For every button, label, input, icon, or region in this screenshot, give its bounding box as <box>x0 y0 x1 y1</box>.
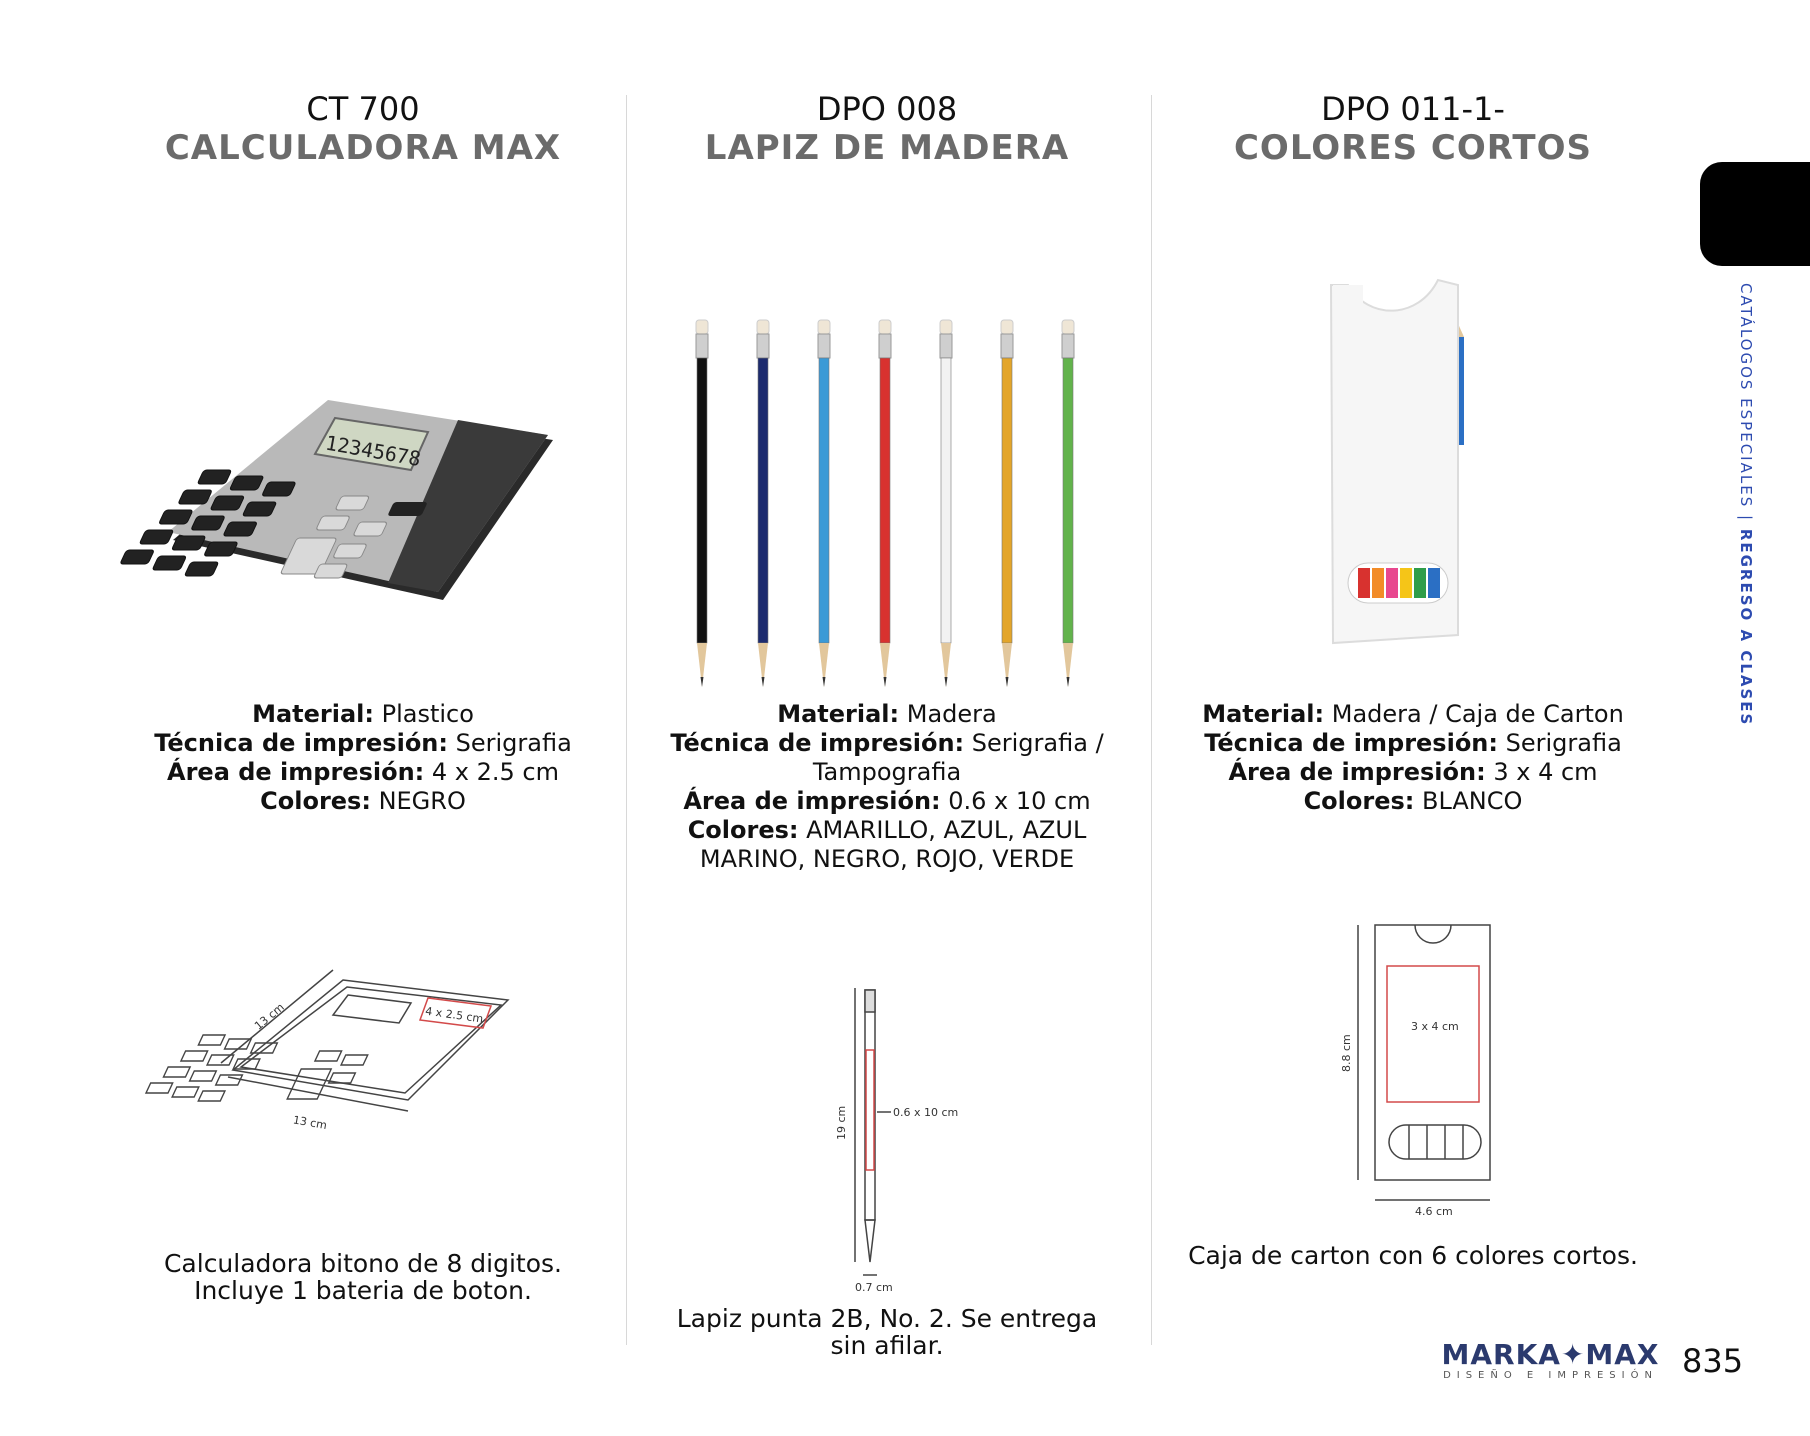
pencil-5 <box>940 320 952 687</box>
pencil-1 <box>696 320 708 687</box>
product-name: CALCULADORA MAX <box>164 128 562 168</box>
depth-label: 13 cm <box>252 1000 287 1033</box>
brand-tagline: DISEÑO E IMPRESIÓN <box>1443 1370 1658 1381</box>
spec-material: Material: Madera / Caja de Carton <box>1202 700 1624 728</box>
product-name: LAPIZ DE MADERA <box>704 128 1070 168</box>
print-area-label: 0.6 x 10 cm <box>893 1106 959 1119</box>
page-number: 835 <box>1682 1342 1744 1380</box>
spec-print-technique: Técnica de impresión: Serigrafia / <box>670 729 1104 757</box>
spec-print-technique-cont: Tampografia <box>812 758 962 786</box>
diameter-label: 0.7 cm <box>855 1281 893 1294</box>
product-ct700 <box>103 90 623 1305</box>
print-area-label: 4 x 2.5 cm <box>424 1004 484 1026</box>
spec-colors: Colores: AMARILLO, AZUL, AZUL <box>687 816 1087 844</box>
height-label: 8.8 cm <box>1340 1034 1353 1072</box>
pencil-7 <box>1062 320 1074 687</box>
spec-print-area: Área de impresión: 4 x 2.5 cm <box>167 758 559 786</box>
calculator-technical-drawing <box>103 885 623 1185</box>
spec-print-area: Área de impresión: 0.6 x 10 cm <box>683 787 1091 815</box>
product-specs <box>627 700 1147 874</box>
brand-logo <box>1428 1340 1673 1382</box>
section-tab <box>1700 162 1810 266</box>
section-label: CATÁLOGOS ESPECIALES | REGRESO A CLASES <box>1737 283 1755 727</box>
spec-material: Material: Plastico <box>252 700 474 728</box>
product-name: COLORES CORTOS <box>1233 128 1593 168</box>
brand-name: MARKA✦MAX <box>1441 1338 1660 1371</box>
crayon-window-3 <box>1386 568 1398 598</box>
product-code: DPO 011-1- <box>1321 90 1505 128</box>
crayon-window-5 <box>1414 568 1426 598</box>
spec-colors-cont: MARINO, NEGRO, ROJO, VERDE <box>699 845 1075 873</box>
print-area-label: 3 x 4 cm <box>1411 1020 1459 1033</box>
spec-print-area: Área de impresión: 3 x 4 cm <box>1228 758 1598 786</box>
pencils-photo <box>627 225 1147 665</box>
crayon-window-4 <box>1400 568 1412 598</box>
pencil-2 <box>757 320 769 687</box>
crayon-box-technical-drawing <box>1153 910 1673 1230</box>
pencil-6 <box>1001 320 1013 687</box>
pencil-3 <box>818 320 830 687</box>
product-specs <box>103 700 623 816</box>
spec-colors: Colores: BLANCO <box>1303 787 1523 815</box>
calculator-photo <box>103 300 623 680</box>
product-specs <box>1153 700 1673 816</box>
spec-print-technique: Técnica de impresión: Serigrafia <box>1204 729 1622 757</box>
crayon-window-1 <box>1358 568 1370 598</box>
width-label: 4.6 cm <box>1415 1205 1453 1218</box>
product-description: Lapiz punta 2B, No. 2. Se entrega sin afilar. <box>676 1304 1098 1360</box>
spec-colors: Colores: NEGRO <box>260 787 466 815</box>
width-label: 13 cm <box>291 1113 328 1133</box>
spec-print-technique: Técnica de impresión: Serigrafia <box>154 729 572 757</box>
spec-material: Material: Madera <box>777 700 997 728</box>
column-divider-2 <box>1151 95 1152 1345</box>
product-dpo011 <box>1153 90 1673 1270</box>
pencil-4 <box>879 320 891 687</box>
calculator-display: 12345678 <box>323 430 423 471</box>
crayon-box-photo <box>1153 225 1673 665</box>
product-description: Caja de carton con 6 colores cortos. <box>1188 1241 1638 1270</box>
length-label: 19 cm <box>835 1105 848 1140</box>
crayon-window-2 <box>1372 568 1384 598</box>
product-description: Calculadora bitono de 8 digitos. Incluye 1 bateria de boton. <box>163 1249 563 1305</box>
pencil-technical-drawing <box>627 890 1147 1294</box>
product-code: CT 700 <box>306 90 420 128</box>
product-dpo008 <box>627 90 1147 1360</box>
product-code: DPO 008 <box>816 90 958 128</box>
crayon-window-6 <box>1428 568 1440 598</box>
